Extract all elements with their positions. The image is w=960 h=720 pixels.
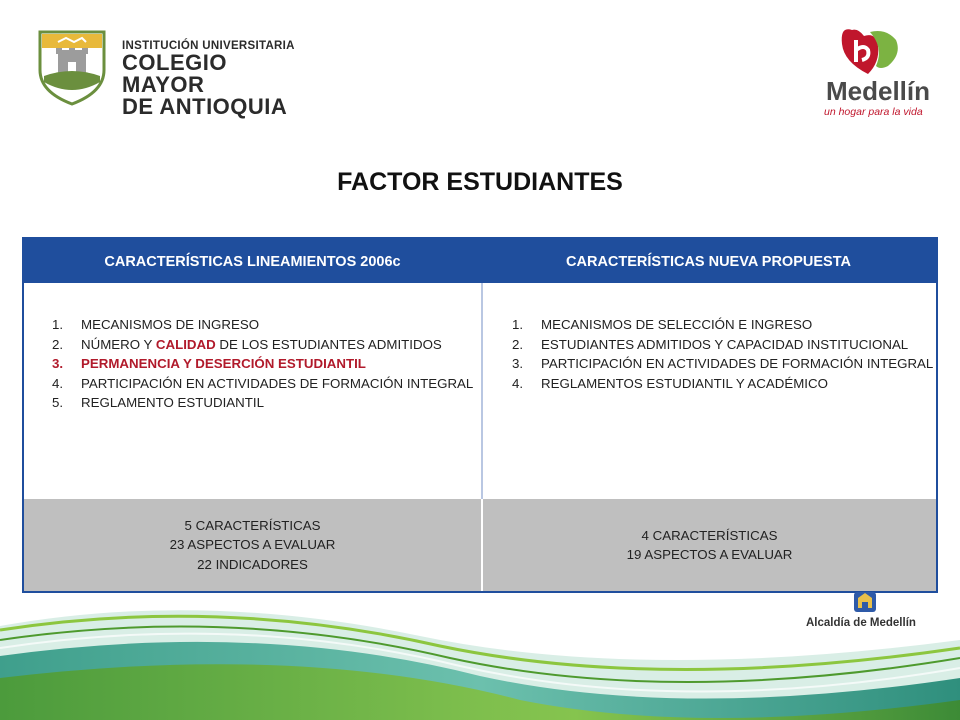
highlighted-word: CALIDAD [155, 336, 216, 352]
list-number: 2. [512, 336, 524, 352]
list-text-post: DE LOS ESTUDIANTES ADMITIDOS [215, 336, 442, 352]
list-text: MECANISMOS DE INGRESO [81, 317, 260, 332]
lineamientos-list [52, 315, 477, 413]
column-header-propuesta: CARACTERÍSTICAS NUEVA PROPUESTA [566, 254, 851, 270]
list-number: 4. [52, 375, 64, 391]
institution-logo [36, 26, 306, 119]
page-title: FACTOR ESTUDIANTES [337, 168, 623, 196]
list-text: PARTICIPACIÓN EN ACTIVIDADES DE FORMACIÓN INTEGRAL [81, 375, 474, 391]
list-number: 1. [512, 317, 524, 332]
list-text: MECANISMOS DE SELECCIÓN E INGRESO [541, 317, 813, 332]
alcaldia-logo [806, 590, 936, 630]
list-text-pre: NÚMERO Y [81, 336, 156, 352]
list-item-highlighted [52, 354, 477, 374]
summary-line: 4 CARACTERÍSTICAS [641, 527, 778, 543]
list-item [52, 315, 477, 335]
summary-line: 22 INDICADORES [197, 556, 308, 572]
alcaldia-text: Alcaldía de Medellín [806, 617, 916, 629]
list-item [512, 354, 934, 374]
summary-line: 23 ASPECTOS A EVALUAR [169, 537, 336, 553]
city-name: Medellín [826, 76, 931, 106]
propuesta-list [512, 315, 934, 393]
summary-line: 19 ASPECTOS A EVALUAR [626, 547, 793, 562]
list-number: 3. [512, 356, 524, 371]
list-number: 4. [512, 375, 524, 391]
comparison-table [22, 237, 938, 593]
list-number: 5. [52, 395, 64, 410]
list-number: 1. [52, 317, 64, 332]
list-number: 3. [52, 356, 64, 371]
list-item [52, 374, 477, 394]
list-text: REGLAMENTOS ESTUDIANTIL Y ACADÉMICO [541, 375, 828, 391]
summary-propuesta [483, 499, 936, 591]
list-item [512, 374, 934, 394]
table-header-row [24, 239, 936, 283]
institution-line3: DE ANTIOQUIA [122, 94, 288, 119]
institution-line2: COLEGIO MAYOR [122, 50, 227, 97]
column-divider [481, 283, 483, 499]
list-text: ESTUDIANTES ADMITIDOS Y CAPACIDAD INSTITUCIONAL [541, 336, 909, 352]
medellin-heart-icon [818, 26, 938, 78]
list-text: PARTICIPACIÓN EN ACTIVIDADES DE FORMACIÓN INTEGRAL [541, 356, 934, 371]
list-item [52, 393, 477, 413]
list-item [512, 335, 934, 355]
table-summary-row [24, 499, 936, 591]
list-text: PERMANENCIA Y DESERCIÓN ESTUDIANTIL [81, 356, 366, 371]
shield-icon [36, 26, 108, 106]
alcaldia-seal-icon [850, 590, 880, 616]
summary-line: 5 CARACTERÍSTICAS [184, 517, 321, 533]
institution-name [122, 40, 306, 118]
list-number: 2. [52, 336, 64, 352]
city-tagline: un hogar para la vida [824, 106, 923, 118]
list-item [512, 315, 934, 335]
list-text: REGLAMENTO ESTUDIANTIL [81, 395, 264, 410]
list-item [52, 335, 477, 355]
summary-lineamientos [24, 499, 481, 591]
institution-line1: INSTITUCIÓN UNIVERSITARIA [122, 40, 295, 52]
column-header-lineamientos: CARACTERÍSTICAS LINEAMIENTOS 2006c [104, 254, 401, 270]
medellin-logo [818, 26, 938, 126]
